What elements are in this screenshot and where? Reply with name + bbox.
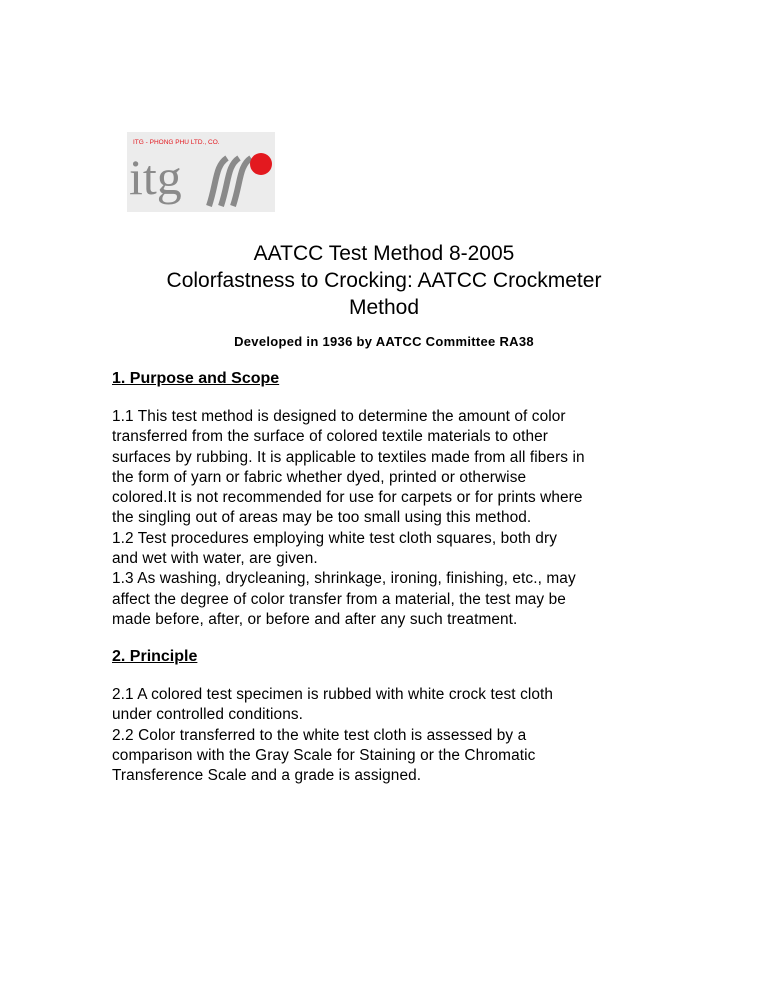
- text-line: 2.2 Color transferred to the white test cloth is assessed by a: [112, 726, 527, 744]
- text-line: colored.It is not recommended for use for carpets or for prints where: [112, 489, 583, 507]
- text-line: the form of yarn or fabric whether dyed, printed or otherwise: [112, 468, 527, 486]
- document-title: [0, 240, 768, 321]
- logo-swoosh-icon: [209, 153, 272, 206]
- section-heading-principle: 2. Principle: [112, 648, 198, 665]
- text-line: made before, after, or before and after any such treatment.: [112, 610, 518, 628]
- developed-note: Developed in 1936 by AATCC Committee RA38: [234, 334, 534, 349]
- text-line: affect the degree of color transfer from a material, the test may be: [112, 590, 566, 608]
- text-line: 1.1 This test method is designed to determine the amount of color: [112, 408, 566, 425]
- text-line: under controlled conditions.: [112, 706, 304, 724]
- section-body-purpose: [112, 407, 672, 630]
- section-heading-purpose: 1. Purpose and Scope: [112, 370, 280, 387]
- logo-wordmark: itg: [129, 149, 182, 205]
- title-line-1: AATCC Test Method 8-2005: [253, 242, 515, 265]
- text-line: Transference Scale and a grade is assigned.: [112, 767, 422, 785]
- text-line: 2.1 A colored test specimen is rubbed with white crock test cloth: [112, 686, 554, 703]
- text-line: surfaces by rubbing. It is applicable to textiles made from all fibers in: [112, 448, 585, 466]
- text-line: transferred from the surface of colored textile materials to other: [112, 428, 549, 446]
- text-line: and wet with water, are given.: [112, 550, 318, 568]
- title-line-3: Method: [348, 296, 420, 319]
- company-logo: [127, 132, 275, 212]
- text-line: comparison with the Gray Scale for Staining or the Chromatic: [112, 746, 536, 764]
- section-body-principle: [112, 685, 672, 786]
- text-line: the singling out of areas may be too small using this method.: [112, 509, 532, 527]
- title-line-2: Colorfastness to Crocking: AATCC Crockmeter: [166, 269, 602, 292]
- text-line: 1.2 Test procedures employing white test cloth squares, both dry: [112, 529, 557, 547]
- logo-caption: ITG - PHONG PHU LTD., CO.: [133, 139, 220, 146]
- text-line: 1.3 As washing, drycleaning, shrinkage, ironing, finishing, etc., may: [112, 570, 576, 588]
